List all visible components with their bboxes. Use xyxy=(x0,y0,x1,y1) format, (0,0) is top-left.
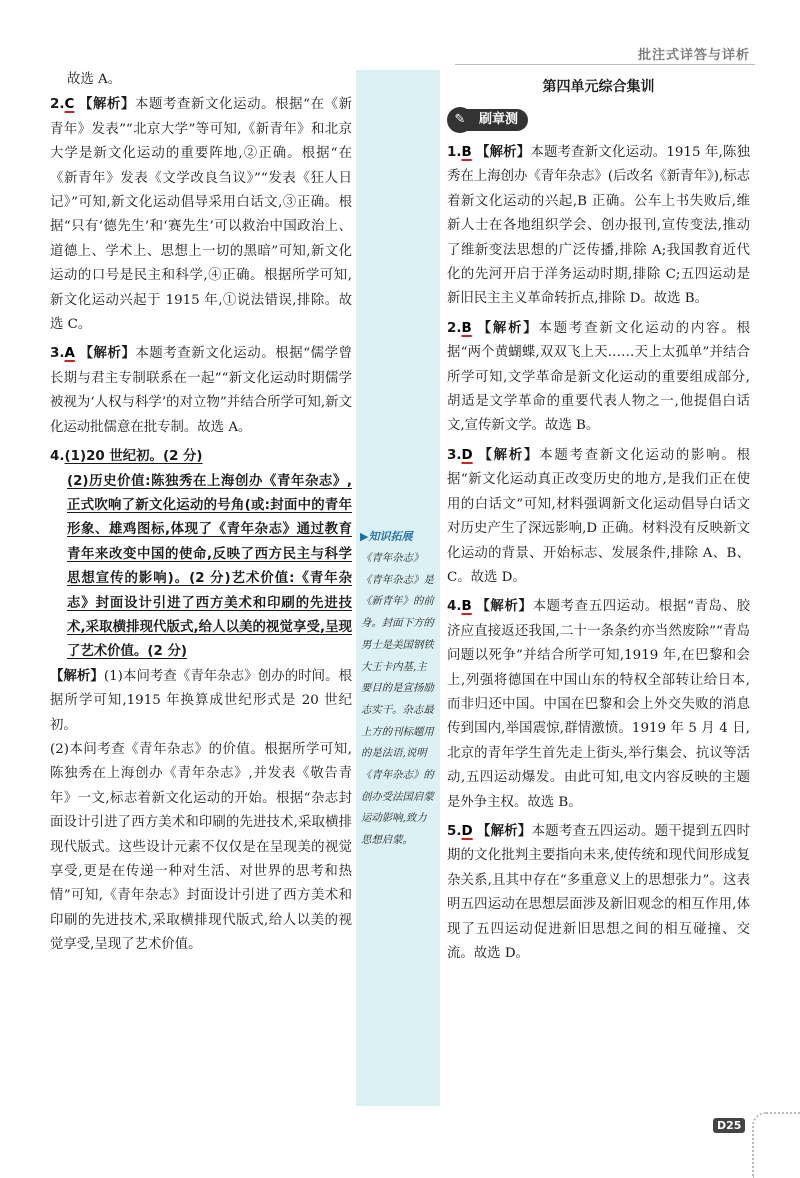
analysis-tag: 【解析】 xyxy=(475,145,531,160)
q1-tail: 故选 A。 xyxy=(67,72,122,87)
pencil-icon: ✎ xyxy=(447,107,473,133)
analysis-text: 本题考查五四运动。根据“青岛、胶济应直接返还我国,二十一条条约亦当然废除”“青岛问题以死争”并结合所学可知,1919 年,在巴黎和会上,列强将德国在中国山东的特权全部转让给日本,而非归还中国。中国在巴黎和会上外交失败的消息传到国内,举国震惊,群情激愤。1919 年 5 月 4 日,北京的青年学生首先走上街头,举行集会、抗议等活动,五四运动爆发。由此可知,电文内容反映的主题是外争主权。故选 B。 xyxy=(447,599,750,810)
right-question-2 xyxy=(447,316,750,439)
answer-part-2: (2)历史价值:陈独秀在上海创办《青年杂志》,正式吹响了新文化运动的号角(或:封面中的青年形象、雄鸡图标,体现了《青年杂志》通过教育青年来改变中国的使命,反映了西方民主与科学思想宣传的影响)。(2 分)艺术价值:《青年杂志》封面设计引进了西方美术和印刷的先进技术,采取横排现代版式,给人以美的视觉享受,呈现了艺术价值。(2 分) xyxy=(67,473,352,660)
analysis-text: 本题考查新文化运动。1915 年,陈独秀在上海创办《青年杂志》(后改名《新青年》),标志着新文化运动的兴起,B 正确。公车上书失败后,维新人士在各地组织学会、创办报刊,宣传变法,推动了维新变法思想的广泛传播,排除 A;我国教育近代化的先河开启于洋务运动时期,排除 C;五四运动是新旧民主主义革命转折点,排除 D。故选 B。 xyxy=(447,145,751,307)
question-number: 2. xyxy=(447,319,462,336)
knowledge-body: 《青年杂志》《青年杂志》是《新青年》的前身。封面下方的男士是美国钢铁大王卡内基,主要目的是宣扬励志实干。杂志最上方的刊标题用的是法语,说明《青年杂志》的创办受法国启蒙运动影响,致力思想启蒙。 xyxy=(361,552,434,847)
analysis-text-1: (1)本问考查《青年杂志》创办的时间。根据所学可知,1915 年换算成世纪形式是 20 世纪初。 xyxy=(50,668,353,733)
analysis-text: 本题考查新文化运动的影响。根据“新文化运动真正改变历史的地方,是我们正在使用的白话文”可知,材料强调新文化运动倡导白话文对历史产生了深远影响,D 正确。材料没有反映新文化运动的背景、开始标志、发展条件,排除 A、B、C。故选 D。 xyxy=(447,447,751,585)
section-title: 第四单元综合集训 xyxy=(542,79,655,95)
header-rule xyxy=(455,64,755,65)
question-number: 5. xyxy=(447,822,462,839)
question-number: 4. xyxy=(50,448,65,465)
left-question-3 xyxy=(50,341,352,440)
analysis-text: 本题考查新文化运动。根据“儒学曾长期与君主专制联系在一起”“新文化运动时期儒学被视为‘人权与科学’的对立物”并结合所学可知,新文化运动批儒意在批专制。故选 A。 xyxy=(50,346,352,435)
analysis-text: 本题考查五四运动。题干提到五四时期的文化批判主要指向未来,使传统和现代间形成复杂关系,且其中存在“多重意义上的思想张力”。这表明五四运动在思想层面涉及新旧观念的相互作用,体现了五四运动促进新旧思想之间的相互碰撞、交流。故选 D。 xyxy=(447,823,751,961)
knowledge-title: ▶知识拓展 xyxy=(360,530,413,543)
badge-label: 刷章测 xyxy=(467,109,528,131)
answer-letter: B xyxy=(461,599,472,615)
analysis-text: 本题考查新文化运动的内容。根据“两个黄蝴蝶,双双飞上天……天上太孤单”并结合所学可知,文学革命是新文化运动的重要组成部分,胡适是文学革命的重要代表人物之一,他提倡白话文,宣传新文学。故选 B。 xyxy=(447,320,751,434)
answer-letter: A xyxy=(64,346,75,362)
right-question-1 xyxy=(447,140,750,312)
left-question-4 xyxy=(50,444,352,958)
answer-part-1: (1)20 世纪初。(2 分) xyxy=(64,449,203,465)
answer-letter: B xyxy=(461,145,472,160)
answer-letter: D xyxy=(461,447,473,463)
analysis-text-2: (2)本问考查《青年杂志》的价值。根据所学可知,陈独秀在上海创办《青年杂志》,并发表《敬告青年》一文,标志着新文化运动的开始。根据“杂志封面设计引进了西方美术和印刷的先进技术,采取横排现代版式。这些设计元素不仅仅是在呈现美的视觉享受,更是在传递一种对生活、对世界的思考和热情”可知,《青年杂志》封面设计引进了西方美术和印刷的先进技术,采取横排现代版式,给人以美的视觉享受,呈现了艺术价值。 xyxy=(50,741,352,953)
analysis-tag: 【解析】 xyxy=(78,346,136,362)
dotted-corner-decoration xyxy=(752,1112,800,1178)
page-header: 批注式详答与详析 xyxy=(637,48,750,63)
question-number: 2. xyxy=(50,96,65,113)
right-question-5 xyxy=(447,819,750,966)
question-number: 4. xyxy=(447,598,462,615)
question-number: 3. xyxy=(447,446,462,463)
analysis-tag: 【解析】 xyxy=(476,823,532,839)
analysis-tag: 【解析】 xyxy=(476,447,540,463)
answer-letter: C xyxy=(64,97,75,113)
right-column xyxy=(447,68,750,970)
answer-letter: B xyxy=(461,320,472,336)
chapter-test-badge xyxy=(447,106,750,134)
right-question-3 xyxy=(447,443,750,590)
left-question-2 xyxy=(50,92,352,337)
question-number: 1. xyxy=(447,144,462,160)
analysis-tag: 【解析】 xyxy=(475,320,539,336)
answer-letter: D xyxy=(461,823,473,839)
left-column xyxy=(50,68,352,962)
question-number: 3. xyxy=(50,345,65,362)
right-question-4 xyxy=(447,594,750,815)
analysis-tag: 【解析】 xyxy=(78,97,136,113)
page-number: D25 xyxy=(713,1118,745,1133)
analysis-text: 本题考查新文化运动。根据“在《新青年》发表”“北京大学”等可知,《新青年》和北京大学是新文化运动的重要阵地,②正确。根据“在《新青年》发表《文学改良刍议》”“发表《狂人日记》”可知,新文化运动倡导采用白话文,③正确。根据“只有‘德先生’和‘赛先生’可以救治中国政治上、道德上、学术上、思想上一切的黑暗”可知,新文化运动的口号是民主和科学,④正确。根据所学可知,新文化运动兴起于 1915 年,①说法错误,排除。故选 C。 xyxy=(50,97,352,333)
analysis-tag: 【解析】 xyxy=(475,599,533,615)
analysis-tag: 【解析】 xyxy=(50,668,104,684)
